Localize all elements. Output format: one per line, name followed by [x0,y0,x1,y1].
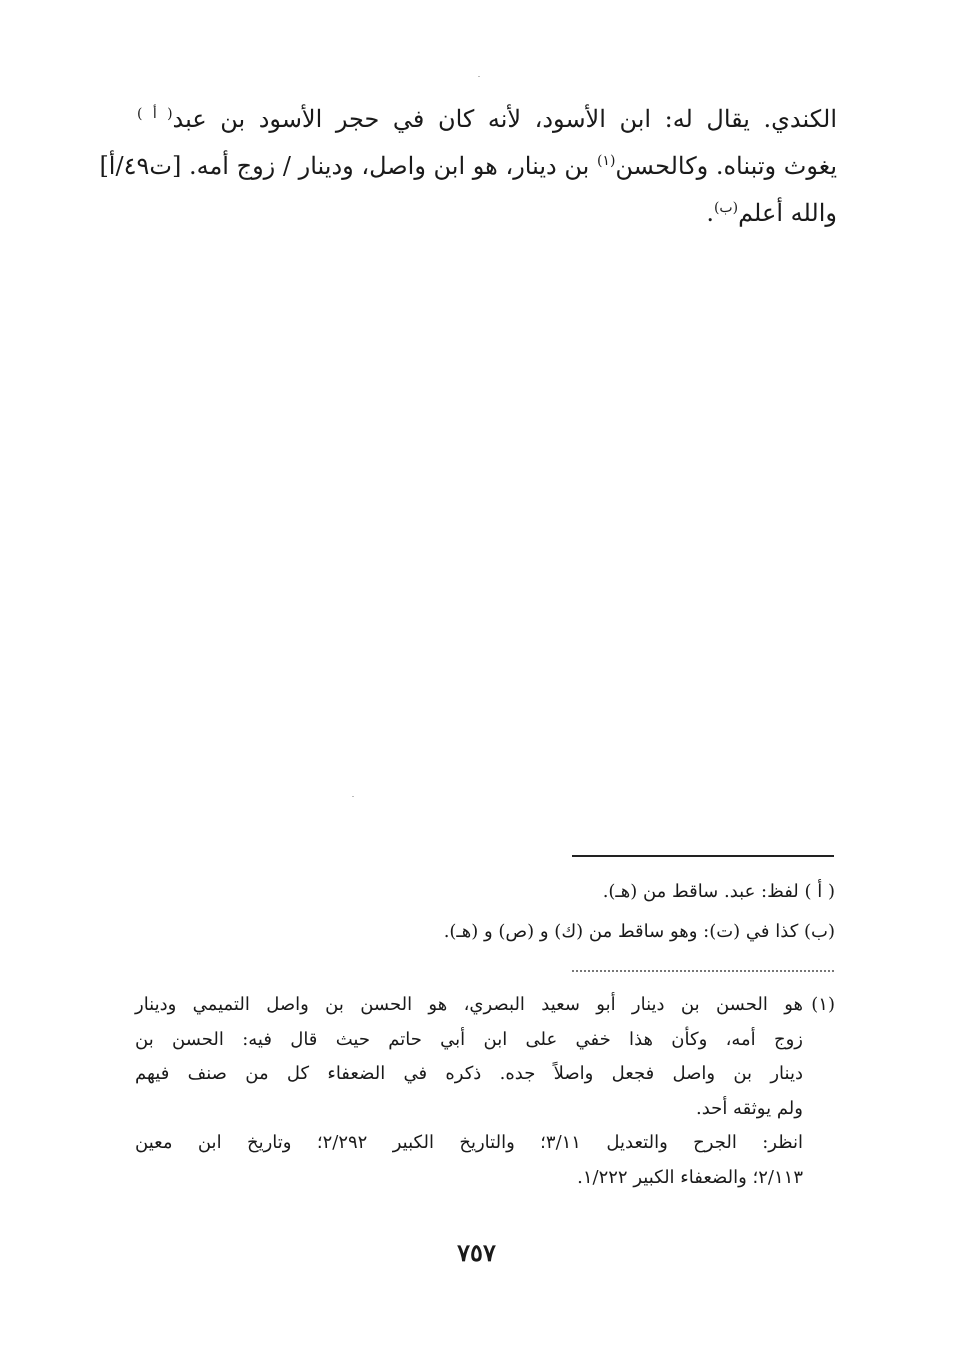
footnote-line: هو الحسن بن دينار أبو سعيد البصري، هو الحسن بن واصل التميمي ودينار [135,994,803,1015]
manuscript-folio-marker: [ت٤٩/أ] [99,152,182,180]
main-text-segment: . [706,199,714,227]
main-text-line [137,190,837,237]
footnote-body [135,988,803,1195]
main-text-segment: والله أعلم [738,199,837,227]
critical-note: (ب) كذا في (ت): وهو ساقط من (ك) و (ص) و (هـ). [443,921,835,942]
footnote-line: ٢/١١٣؛ والضعفاء الكبير ١/٢٢٢. [577,1166,803,1188]
footnote-line: زوج أمه، وكأن هذا خفي على ابن أبي حاتم حيث قال فيه: الحسن بن [135,1028,803,1050]
main-text-segment: الكندي. يقال له: ابن الأسود، لأنه كان في حجر الأسود بن عبد [172,105,838,133]
footnote-line: انظر: الجرح والتعديل ٣/١١؛ والتاريخ الكبير ٢/٢٩٢؛ وتاريخ ابن معين [135,1132,803,1153]
footnote-number: (١) [811,994,835,1015]
footnote-ref: (١) [596,153,616,169]
main-text-segment: يغوث وتبناه. وكالحسن [615,152,837,180]
footnote-separator [572,855,834,857]
critical-apparatus [135,872,835,952]
critical-note-ref: (ب) [713,200,739,216]
footnotes [135,988,835,1195]
scan-speck [352,796,354,797]
main-text-line [137,96,837,143]
footnote [135,988,835,1195]
dotted-separator [572,970,834,972]
critical-note-ref: ( أ ) [137,106,173,122]
footnote-line: دينار بن واصل فجعل واصلاً جده. ذكره في الضعفاء كل من صنف فيهم [135,1063,803,1084]
main-text-segment: بن دينار، هو ابن واصل، ودينار / زوج أمه. [188,152,597,180]
main-text [99,96,838,237]
critical-note: ( أ ) لفظ: عبد. ساقط من (هـ). [602,881,835,902]
page-number: ٧٥٧ [457,1238,496,1267]
main-text-line [99,143,837,190]
footnote-line: ولم يوثقه أحد. [696,1097,803,1119]
scan-speck [478,76,480,77]
